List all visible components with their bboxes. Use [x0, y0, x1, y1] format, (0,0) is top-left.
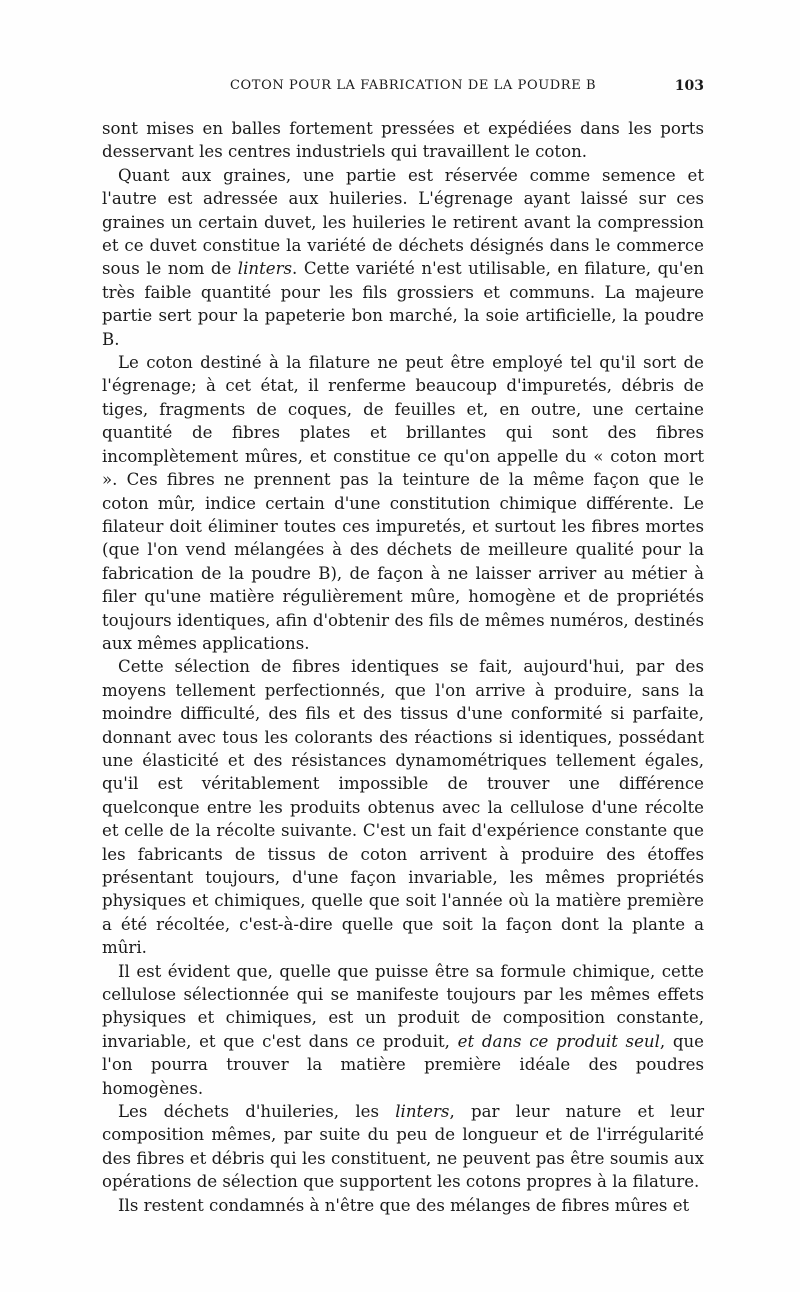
paragraph-6-italic: linters [395, 1102, 450, 1122]
page-number: 103 [674, 78, 704, 94]
paragraph-5-after: , que l'on pourra trouver la matière première idéale des poudres homogènes. [102, 1031, 704, 1098]
paragraph-7 [102, 1194, 704, 1217]
paragraph-1 [102, 117, 704, 164]
running-title: COTON POUR LA FABRICATION DE LA POUDRE B [230, 78, 597, 93]
paragraph-7-text: Ils restent condamnés à n'être que des mélanges de fibres mûres et [118, 1195, 690, 1215]
paragraph-3-text: Le coton destiné à la filature ne peut être employé tel qu'il sort de l'égrenage; à cet état, il renferme beaucoup d'impuretés, débris de tiges, fragments de coques, de feuilles et, en outre, une certaine quantité de fibres plates et brillantes qui sont des fibres incomplètement mûres, et constitue ce qu'on appelle du « coton mort ». Ces fibres ne prennent pas la teinture de la même façon que le coton mûr, indice certain d'une constitution chimique différente. Le filateur doit éliminer toutes ces impuretés, et surtout les fibres mortes (que l'on vend mélangées à des déchets de meilleure qualité pour la fabrication de la poudre B), de façon à ne laisser arriver au métier à filer qu'une matière régulièrement mûre, homogène et de propriétés toujours identiques, afin d'obtenir des fils de mêmes numéros, destinés aux mêmes applications. [102, 353, 704, 653]
running-head [102, 78, 704, 100]
paragraph-2-after: . Cette variété n'est utilisable, en filature, qu'en très faible quantité pour les fils grossiers et communs. La majeure partie sert pour la papeterie bon marché, la soie artificielle, la poudre B. [102, 259, 704, 349]
paragraph-6-after: , par leur nature et leur composition mêmes, par suite du peu de longueur et de l'irrégularité des fibres et débris qui les constituent, ne peuvent pas être soumis aux opérations de sélection que supportent les cotons propres à la filature. [102, 1102, 705, 1192]
paragraph-2 [102, 164, 704, 351]
paragraph-5-text: Il est évident que, quelle que puisse être sa formule chimique, cette cellulose sélectionnée qui se manifeste toujours par les mêmes effets physiques et chimiques, est un produit de composition constante, invariable, et que c'est dans ce produit, [102, 961, 704, 1051]
paragraph-4 [102, 655, 704, 959]
paragraph-3 [102, 351, 704, 655]
paragraph-6-text: Les déchets d'huileries, les [118, 1102, 396, 1122]
body-text [102, 117, 704, 1217]
paragraph-4-text: Cette sélection de fibres identiques se fait, aujourd'hui, par des moyens tellement perfectionnés, que l'on arrive à produire, sans la moindre difficulté, des fils et des tissus d'une conformité si parfaite, donnant avec tous les colorants des réactions si identiques, possédant une élasticité et des résistances dynamométriques tellement égales, qu'il est véritablement impossible de trouver une différence quelconque entre les produits obtenus avec la cellulose d'une récolte et celle de la récolte suivante. C'est un fait d'expérience constante que les fabricants de tissus de coton arrivent à produire des étoffes présentant toujours, d'une façon invariable, les mêmes propriétés physiques et chimiques, quelle que soit l'année où la matière première a été récoltée, c'est-à-dire quelle que soit la façon dont la plante a mûri. [102, 657, 704, 958]
paragraph-6 [102, 1100, 704, 1194]
paragraph-2-italic: linters [237, 259, 293, 279]
paragraph-1-text: sont mises en balles fortement pressées et expédiées dans les ports desservant les centres industriels qui travaillent le coton. [102, 119, 704, 162]
paragraph-2-text: Quant aux graines, une partie est réservée comme semence et l'autre est adressée aux huileries. L'égrenage ayant laissé sur ces graines un certain duvet, les huileries le retirent avant la compression et ce duvet constitue la variété de déchets désignés dans le commerce sous le nom de [102, 165, 704, 279]
paragraph-5 [102, 960, 704, 1100]
paragraph-5-italic: et dans ce produit seul [457, 1031, 660, 1051]
